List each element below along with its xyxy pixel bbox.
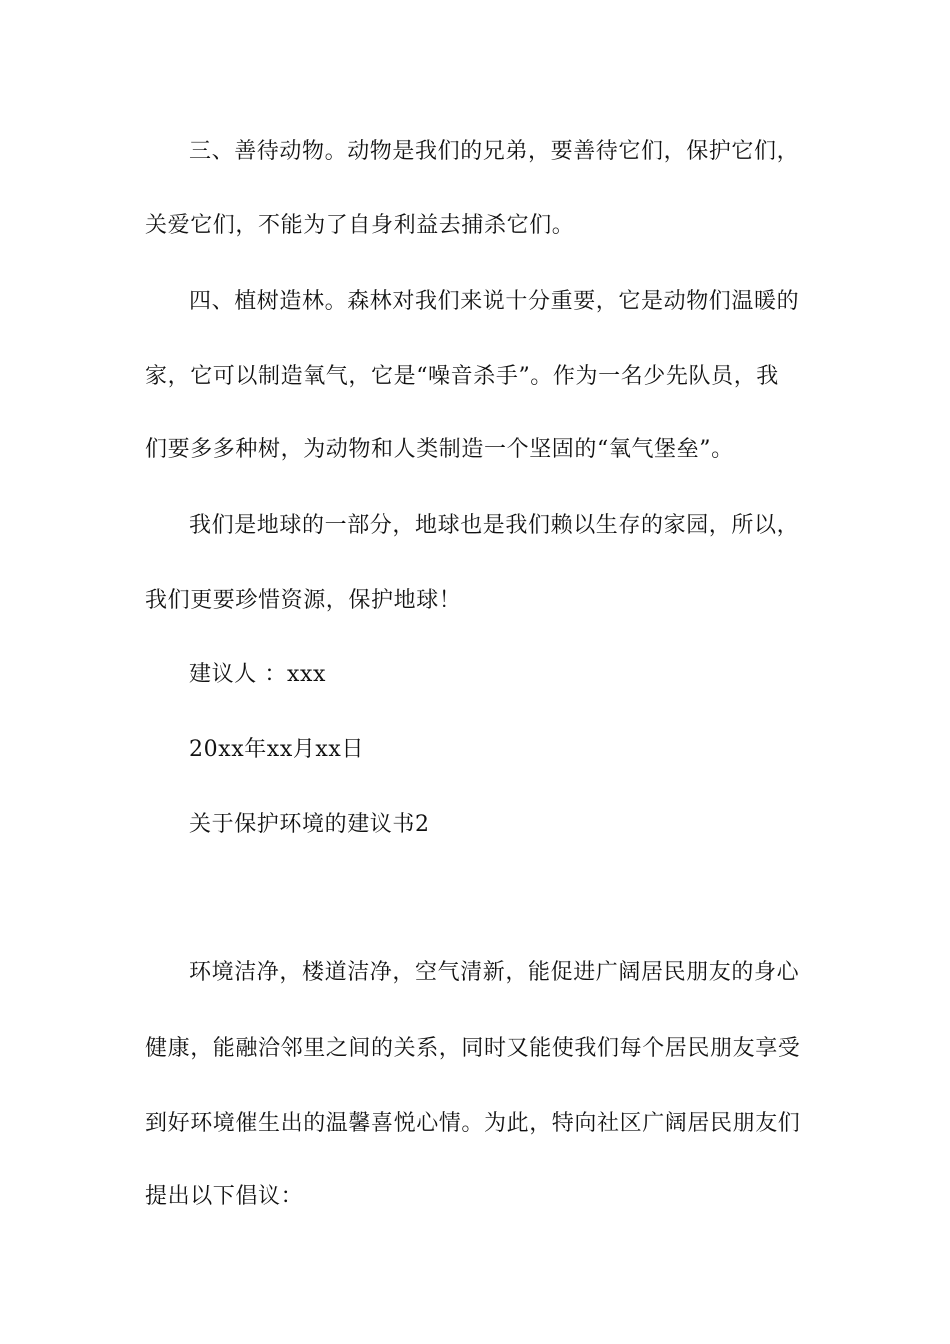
paragraph-1-line-2: 关爱它们，不能为了自身利益去捕杀它们。	[145, 213, 575, 238]
signature-proposer: 建议人 ：xxx	[189, 662, 327, 687]
paragraph-4-line-3: 到好环境催生出的温馨喜悦心情。为此，特向社区广阔居民朋友们	[145, 1111, 801, 1136]
section-title: 关于保护环境的建议书2	[189, 812, 430, 837]
paragraph-2-line-2: 家，它可以制造氧气，它是“噪音杀手”。作为一名少先队员，我	[145, 364, 779, 389]
paragraph-3-line-2: 我们更要珍惜资源，保护地球！	[145, 588, 462, 613]
signature-date: 20xx年xx月xx日	[189, 737, 365, 762]
paragraph-2-line-1: 四、植树造林。森林对我们来说十分重要，它是动物们温暖的	[189, 289, 800, 314]
paragraph-4-line-1: 环境洁净，楼道洁净，空气清新，能促进广阔居民朋友的身心	[189, 960, 800, 985]
paragraph-4-line-2: 健康，能融洽邻里之间的关系，同时又能使我们每个居民朋友享受	[145, 1036, 801, 1061]
paragraph-3-line-1: 我们是地球的一部分，地球也是我们赖以生存的家园，所以，	[189, 513, 800, 538]
paragraph-4-line-4: 提出以下倡议：	[145, 1184, 304, 1209]
paragraph-2-line-3: 们要多多种树，为动物和人类制造一个坚固的“氧气堡垒”。	[145, 437, 734, 462]
paragraph-1-line-1: 三、善待动物。动物是我们的兄弟，要善待它们，保护它们，	[189, 139, 800, 164]
